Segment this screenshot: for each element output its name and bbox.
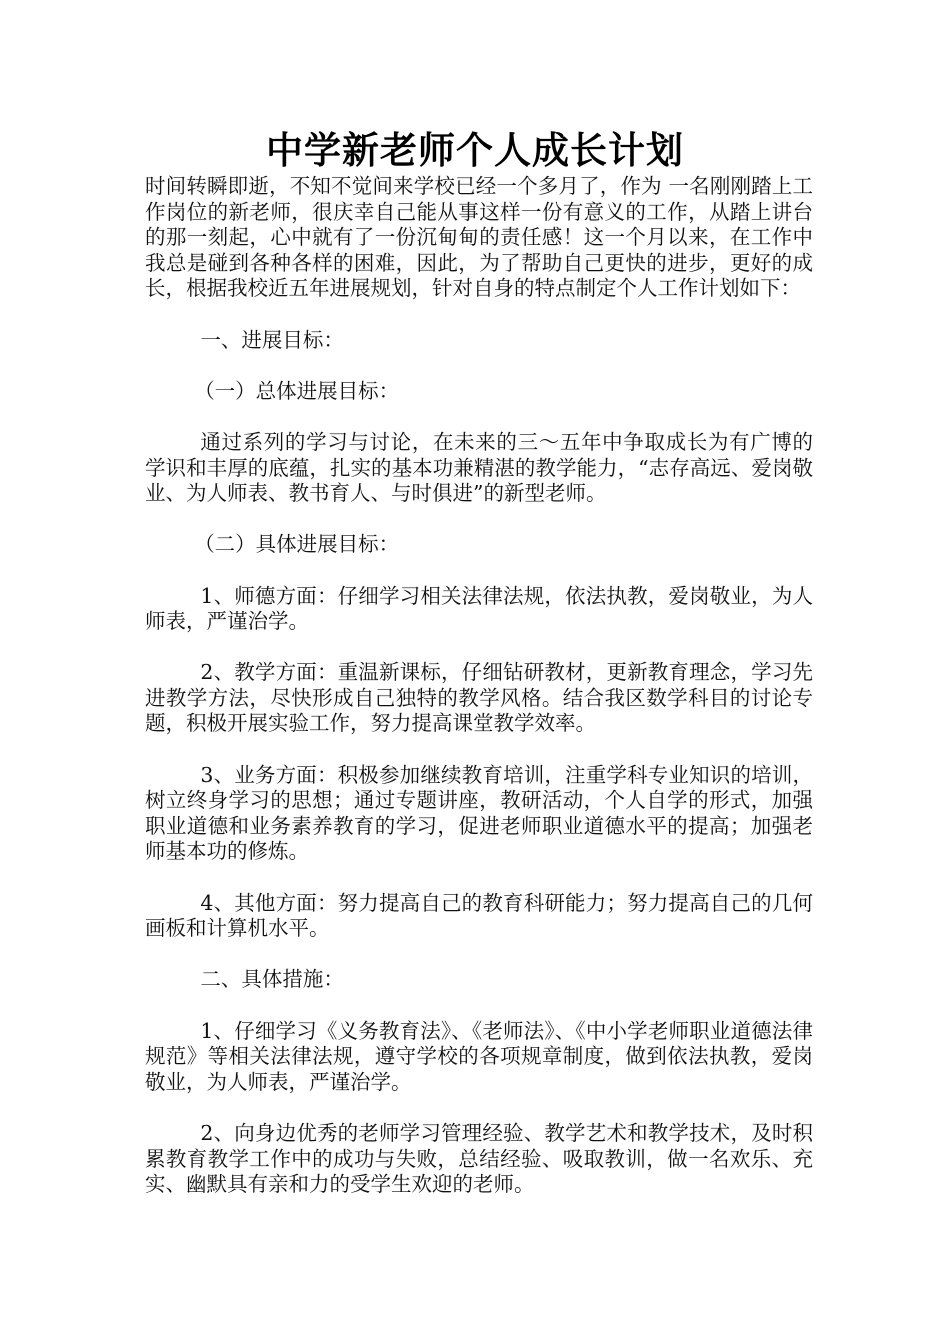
goal-item-teaching: 2、教学方面：重温新课标，仔细钻研教材，更新教育理念，学习先进教学方法，尽快形成自己独特的教学风格。结合我区数学科目的讨论专题，积极开展实验工作，努力提高课堂教学效率。	[145, 660, 813, 736]
document-body	[145, 174, 813, 1223]
subsection-heading-specific-goals: （二）具体进展目标：	[194, 532, 400, 557]
goal-item-professional: 3、业务方面：积极参加继续教育培训，注重学科专业知识的培训，树立终身学习的思想；通过专题讲座，教研活动，个人自学的形式，加强职业道德和业务素养教育的学习，促进老师职业道德水平的提高；加强老师基本功的修炼。	[145, 762, 813, 864]
goal-item-ethics: 1、师德方面：仔细学习相关法律法规，依法执教，爱岗敬业，为人师表，严谨治学。	[145, 583, 813, 634]
document-title: 中学新老师个人成长计划	[266, 128, 684, 172]
subsection-heading-overall-goals: （一）总体进展目标：	[194, 378, 400, 403]
intro-paragraph: 时间转瞬即逝，不知不觉间来学校已经一个多月了，作为 一名刚刚踏上工作岗位的新老师，很庆幸自己能从事这样一份有意义的工作，从踏上讲台的那一刻起，心中就有了一份沉甸甸的责任感！这一个月以来，在工作中我总是碰到各种各样的困难，因此，为了帮助自己更快的进步，更好的成长，根据我校近五年进展规划，针对自身的特点制定个人工作计划如下：	[145, 174, 813, 301]
measure-item-2: 2、向身边优秀的老师学习管理经验、教学艺术和教学技术，及时积累教育教学工作中的成功与失败，总结经验、吸取教训，做一名欢乐、充实、幽默具有亲和力的受学生欢迎的老师。	[145, 1120, 813, 1197]
section-heading-goals: 一、进展目标：	[200, 327, 344, 352]
section-heading-measures: 二、具体措施：	[200, 967, 344, 992]
overall-goals-paragraph: 通过系列的学习与讨论，在未来的三～五年中争取成长为有广博的学识和丰厚的底蕴，扎实的基本功兼精湛的教学能力，“志存高远、爱岗敬业、为人师表、教书育人、与时俱进”的新型老师。	[145, 429, 813, 506]
goal-item-other: 4、其他方面：努力提高自己的教育科研能力；努力提高自己的几何画板和计算机水平。	[145, 890, 813, 941]
measure-item-1: 1、仔细学习《义务教育法》、《老师法》、《中小学老师职业道德法律规范》等相关法律法规，遵守学校的各项规章制度，做到依法执教，爱岗敬业，为人师表，严谨治学。	[145, 1018, 813, 1094]
